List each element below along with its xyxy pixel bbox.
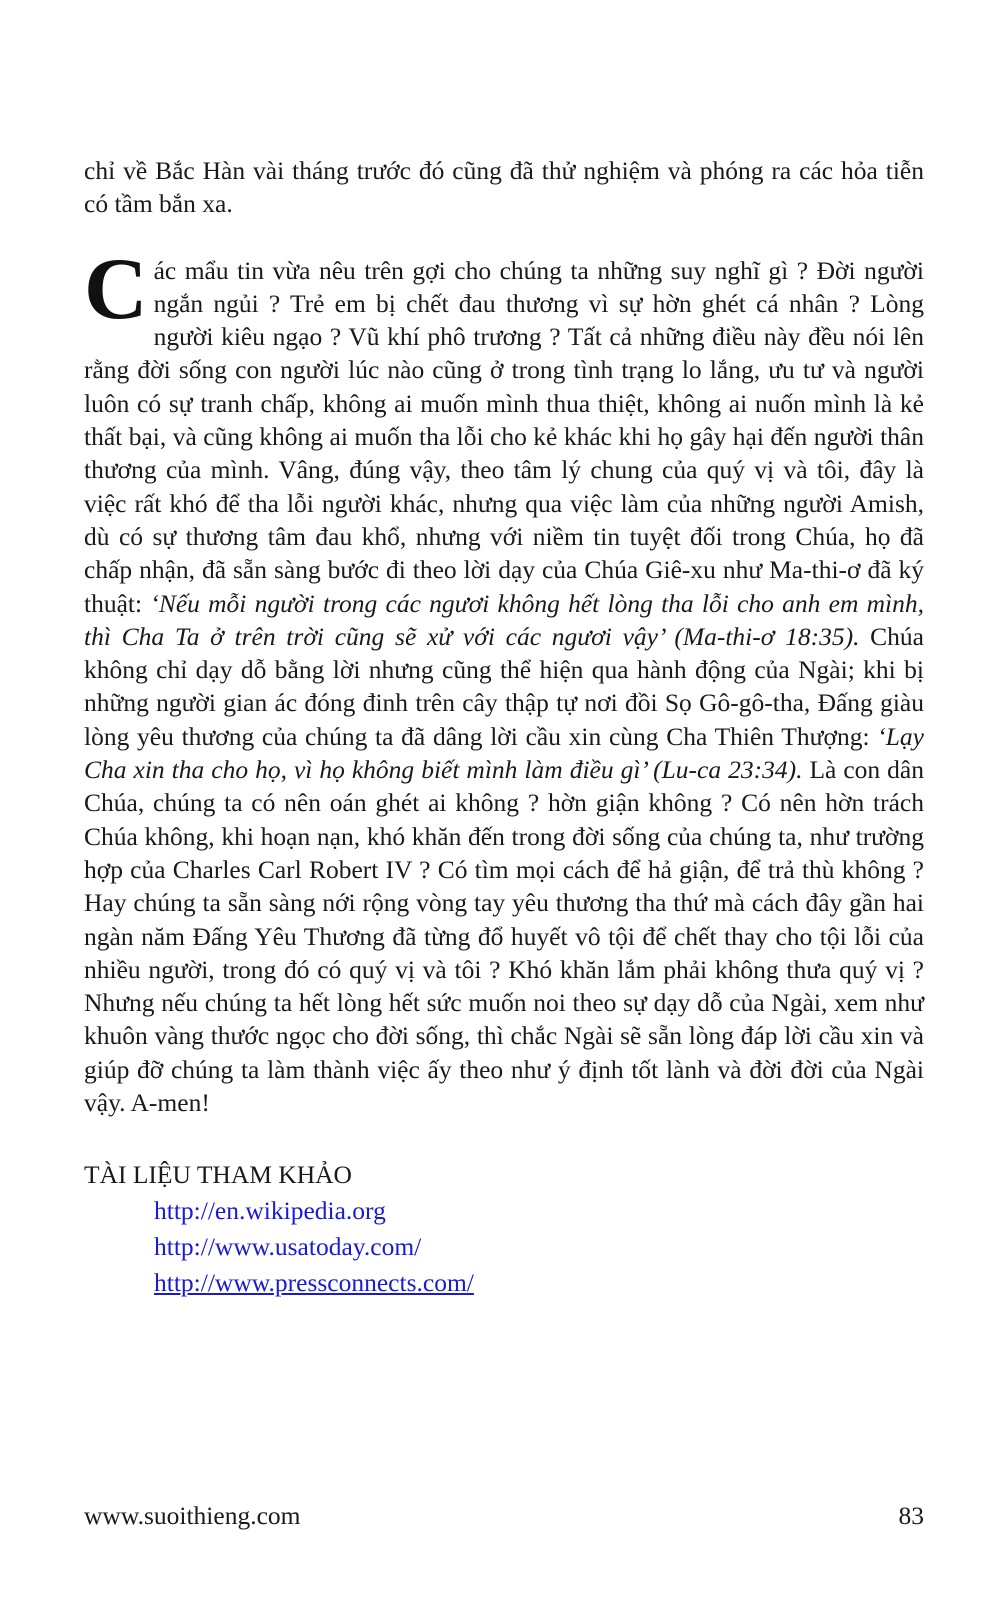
paragraph-text-part3: Là con dân Chúa, chúng ta có nên oán ghét ai không ? hờn giận không ? Có nên hờn trách Chúa không, khi hoạn nạn, khó khăn đến trong đời sống của chúng ta, như trường hợp của Charles Carl Robert IV ? Có tìm mọi cách để hả giận, để trả thù không ? Hay chúng ta sẵn sàng nới rộng vòng tay yêu thương tha thứ mà cách đây gần hai ngàn năm Đấng Yêu Thương đã từng đổ huyết vô tội để chết thay cho tội lỗi của nhiều người, trong đó có quý vị và tôi ? Khó khăn lắm phải không thưa quý vị ? Nhưng nếu chúng ta hết lòng hết sức muốn noi theo sự dạy dỗ của Ngài, xem như khuôn vàng thước ngọc cho đời sống, thì chắc Ngài sẽ sẵn lòng đáp lời cầu xin và giúp đỡ chúng ta làm thành việc ấy theo như ý định tốt lành và đời đời của Ngài vậy. A-men! <box>84 755 924 1118</box>
drop-cap: C <box>84 240 148 338</box>
references-title: TÀI LIỆU THAM KHẢO <box>84 1160 352 1190</box>
paragraph-text-part2: Chúa không chỉ dạy dỗ bằng lời nhưng cũng thể hiện qua hành động của Ngài; khi bị những người gian ác đóng đinh trên cây thập tự nơi đồi Sọ Gô-gô-tha, Đấng giàu lòng yêu thương của chúng ta đã dâng lời cầu xin cùng Cha Thiên Thượng: <box>84 621 925 751</box>
reference-link-wikipedia[interactable]: http://en.wikipedia.org <box>154 1196 386 1226</box>
reference-link-pressconnects[interactable]: http://www.pressconnects.com/ <box>154 1268 474 1298</box>
references-section <box>84 1157 924 1301</box>
references-list <box>84 1193 924 1301</box>
intro-paragraph: chỉ về Bắc Hàn vài tháng trước đó cũng đã thử nghiệm và phóng ra các hỏa tiễn có tầm bắn xa. <box>84 156 924 219</box>
footer-website: www.suoithieng.com <box>84 1501 301 1530</box>
paragraph-text-part1: ác mẩu tin vừa nêu trên gợi cho chúng ta những suy nghĩ gì ? Đời người ngắn ngủi ? Trẻ em bị chết đau thương vì sự hờn ghét cá nhân ? Lòng người kiêu ngạo ? Vũ khí phô trương ? Tất cả những điều này đều nói lên rằng đời sống con người lúc nào cũng ở trong tình trạng lo lắng, ưu tư và người luôn có sự tranh chấp, không ai muốn mình thua thiệt, không ai nuốn mình là kẻ thất bại, và cũng không ai muốn tha lỗi cho kẻ khác khi họ gây hại đến người thân thương của mình. Vâng, đúng vậy, theo tâm lý chung của quý vị và tôi, đây là việc rất khó để tha lỗi người khác, nhưng qua việc làm của những người Amish, dù có sự thương tâm đau khổ, nhưng với niềm tin tuyệt đối trong Chúa, họ đã chấp nhận, đã sẵn sàng bước đi theo lời dạy của Chúa Giê-xu như Ma-thi-ơ đã ký thuật: <box>84 255 924 618</box>
document-page <box>84 154 924 1301</box>
list-item <box>154 1265 924 1301</box>
reference-link-usatoday[interactable]: http://www.usatoday.com/ <box>154 1232 422 1262</box>
list-item <box>154 1193 924 1229</box>
scripture-quote-matthew: ‘Nếu mỗi người trong các ngươi không hết lòng tha lỗi cho anh em mình, thì Cha Ta ở trên trời cũng sẽ xử với các ngươi vậy’ (Ma-thi-ơ 18:35). <box>84 588 924 651</box>
page-number: 83 <box>898 1501 924 1530</box>
main-paragraph <box>84 240 925 1120</box>
list-item <box>154 1229 924 1265</box>
scripture-quote-luke: ‘Lạy Cha xin tha cho họ, vì họ không biết mình làm điều gì’ (Lu-ca 23:34). <box>84 721 924 785</box>
page-footer <box>84 1500 924 1532</box>
